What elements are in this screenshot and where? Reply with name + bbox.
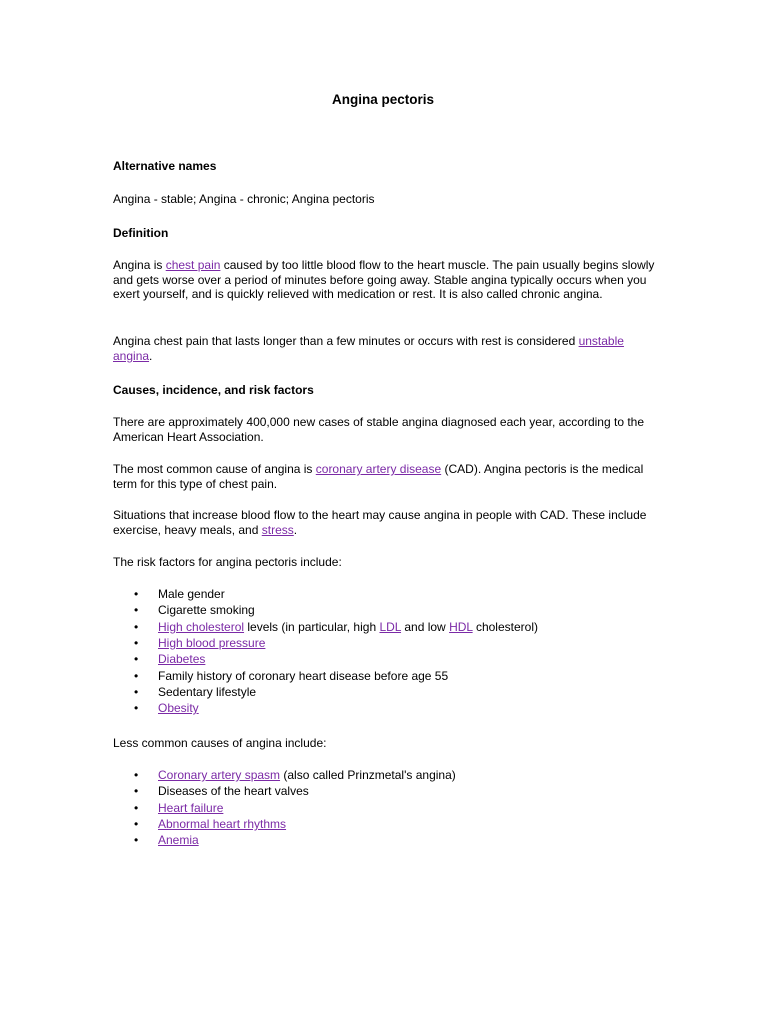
text: Angina is xyxy=(113,258,166,272)
link-obesity[interactable]: Obesity xyxy=(158,701,199,716)
list-item xyxy=(113,684,658,700)
bullet-icon: • xyxy=(134,701,139,716)
list-item xyxy=(113,651,658,667)
definition-paragraph-1 xyxy=(113,258,658,302)
bullet-icon: • xyxy=(134,619,139,634)
list-item xyxy=(113,832,658,848)
link-anemia[interactable]: Anemia xyxy=(158,833,199,848)
bullet-icon: • xyxy=(134,587,139,601)
bullet-icon: • xyxy=(134,800,139,815)
list-item xyxy=(113,816,658,832)
bullet-icon: • xyxy=(134,603,139,618)
definition-heading: Definition xyxy=(113,226,169,240)
link-chest-pain[interactable]: chest pain xyxy=(165,258,221,272)
bullet-icon: • xyxy=(134,652,139,667)
text: caused by too little blood flow to the heart muscle. The pain usually begins slowly and gets worse over a period of minutes before going away. Stable angina typically occurs when you exert yourself, and is quickly relieved with medication or rest. It is also called chronic angina. xyxy=(113,258,655,302)
text: Angina chest pain that lasts longer than a few minutes or occurs with rest is considered xyxy=(113,334,579,348)
list-item xyxy=(113,767,658,783)
less-common-causes-list xyxy=(113,767,658,849)
list-item xyxy=(113,783,658,799)
list-item xyxy=(113,700,658,716)
link-stress[interactable]: stress xyxy=(261,522,294,537)
causes-paragraph-1: There are approximately 400,000 new cases of stable angina diagnosed each year, according to the American Heart Association. xyxy=(113,415,645,444)
bullet-icon: • xyxy=(134,784,139,799)
link-coronary-artery-spasm[interactable]: Coronary artery spasm xyxy=(158,768,281,782)
text: Diseases of the heart valves xyxy=(158,784,309,799)
list-item xyxy=(113,619,658,635)
bullet-icon: • xyxy=(134,685,139,700)
link-abnormal-heart-rhythms[interactable]: Abnormal heart rhythms xyxy=(158,817,287,832)
link-hdl[interactable]: HDL xyxy=(449,619,473,634)
text: and low xyxy=(401,619,450,634)
risk-factors-intro: The risk factors for angina pectoris include: xyxy=(113,555,342,569)
link-diabetes[interactable]: Diabetes xyxy=(158,652,206,667)
link-high-cholesterol[interactable]: High cholesterol xyxy=(158,619,245,634)
text: levels (in particular, high xyxy=(244,619,380,634)
text: The most common cause of angina is xyxy=(113,462,316,476)
list-item xyxy=(113,635,658,651)
alt-names-text: Angina - stable; Angina - chronic; Angina pectoris xyxy=(113,192,375,206)
text: cholesterol) xyxy=(472,619,538,634)
list-item xyxy=(113,800,658,816)
link-coronary-artery-disease[interactable]: coronary artery disease xyxy=(315,462,442,476)
text: Male gender xyxy=(158,587,225,601)
causes-paragraph-2 xyxy=(113,462,658,491)
text: Situations that increase blood flow to the heart may cause angina in people with CAD. These include exercise, heavy meals, and xyxy=(113,508,647,537)
link-ldl[interactable]: LDL xyxy=(379,619,402,634)
bullet-icon: • xyxy=(134,636,139,651)
bullet-icon: • xyxy=(134,768,139,782)
bullet-icon: • xyxy=(134,833,139,848)
text: Family history of coronary heart disease before age 55 xyxy=(158,668,449,683)
text: (CAD). Angina pectoris is the medical term for this type of chest pain. xyxy=(113,462,644,491)
risk-factors-list xyxy=(113,586,658,717)
definition-paragraph-2 xyxy=(113,334,653,363)
text: . xyxy=(149,348,153,363)
link-unstable-angina[interactable]: unstable angina xyxy=(113,334,624,363)
causes-heading: Causes, incidence, and risk factors xyxy=(113,383,314,397)
text: Sedentary lifestyle xyxy=(158,685,257,700)
less-common-causes-intro: Less common causes of angina include: xyxy=(113,736,327,750)
link-heart-failure[interactable]: Heart failure xyxy=(158,800,224,815)
page-title: Angina pectoris xyxy=(331,92,434,107)
text: . xyxy=(293,522,298,537)
text: Cigarette smoking xyxy=(158,603,255,618)
causes-paragraph-3 xyxy=(113,508,658,537)
text: (also called Prinzmetal's angina) xyxy=(280,768,456,782)
list-item xyxy=(113,586,658,602)
link-high-blood-pressure[interactable]: High blood pressure xyxy=(158,636,266,651)
alt-names-heading: Alternative names xyxy=(113,159,217,173)
bullet-icon: • xyxy=(134,817,139,832)
bullet-icon: • xyxy=(134,668,139,683)
list-item xyxy=(113,668,658,684)
list-item xyxy=(113,602,658,618)
